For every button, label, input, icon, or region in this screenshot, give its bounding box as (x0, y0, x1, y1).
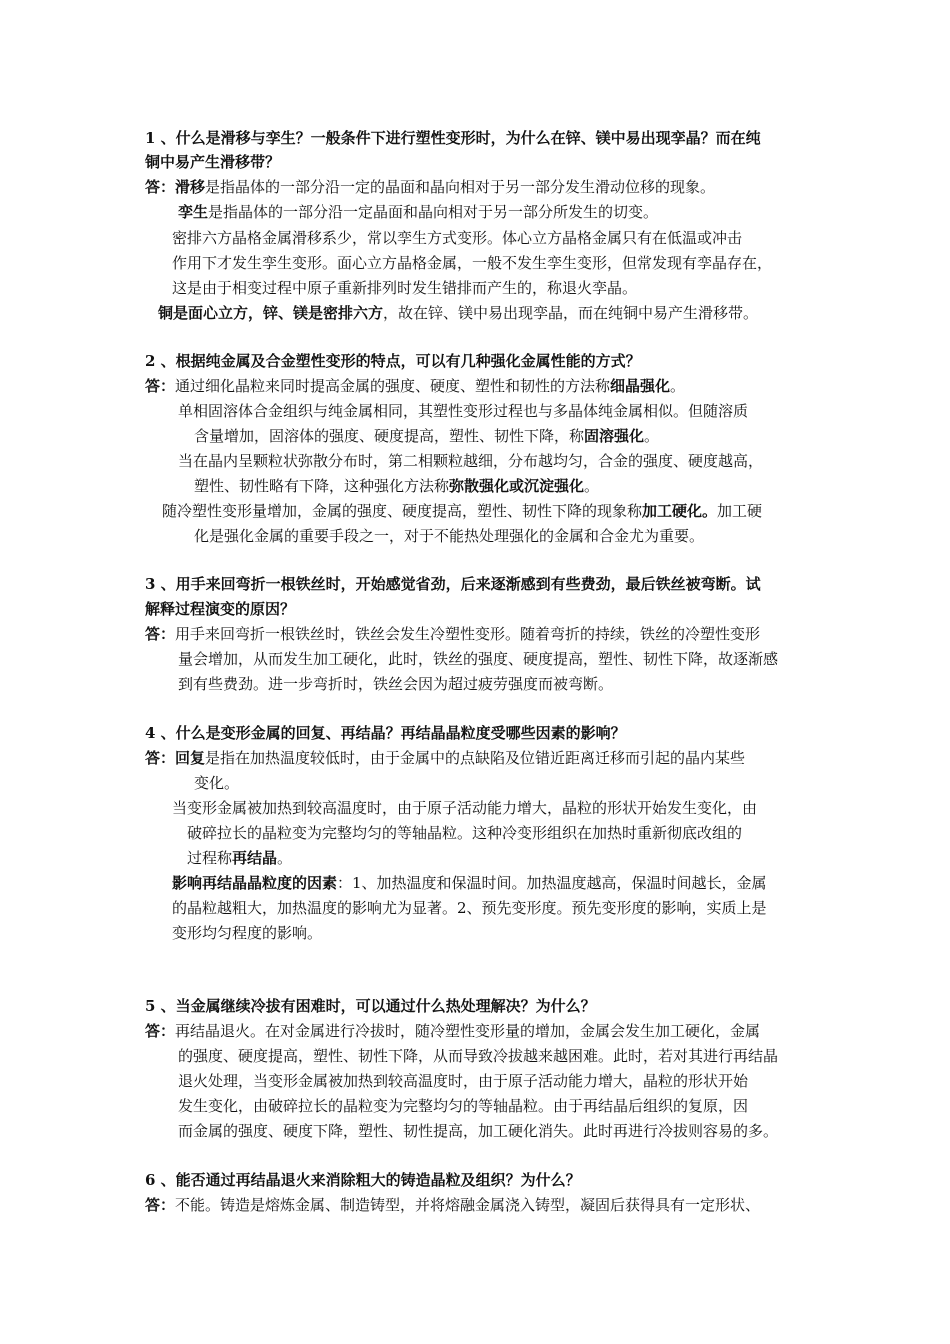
q6-answer-line1 (145, 1194, 760, 1216)
twin-definition: 是指晶体的一部分沿一定晶面和晶向相对于另一部分所发生的切变。 (208, 203, 659, 221)
q4-p2-line1: 当变形金属被加热到较高温度时，由于原子活动能力增大，晶粒的形状开始发生变化，由 (172, 799, 758, 817)
punct: 。 (584, 477, 600, 495)
q2-p4-line2: 化是强化金属的重要手段之一，对于不能热处理强化的金属和合金尤为重要。 (194, 527, 705, 545)
q5-text: 再结晶退火。在对金属进行冷拔时，随冷塑性变形量的增加，金属会发生加工硬化，金属 (175, 1022, 761, 1040)
q1-p4 (158, 302, 758, 324)
answer-label: 答： (145, 178, 176, 196)
q4-p3-line2: 的晶粒越粗大，加热温度的影响尤为显著。2、预先变形度。预先变形度的影响，实质上是 (172, 899, 767, 917)
answer-label: 答： (145, 1022, 176, 1040)
term-work-hardening: 加工硬化。 (642, 502, 718, 520)
q2-p4-end: 加工硬 (717, 502, 763, 520)
term-recrystallization: 再结晶 (232, 849, 278, 867)
q1-title-line1: 1 、什么是滑移与孪生？一般条件下进行塑性变形时，为什么在锌、镁中易出现孪晶？而在纯 (145, 129, 761, 147)
q5-answer-line1 (145, 1020, 760, 1042)
answer-label: 答： (145, 377, 176, 395)
punct: 。 (644, 427, 660, 445)
q4-p2-line2: 破碎拉长的晶粒变为完整均匀的等轴晶粒。这种冷变形组织在加热时重新彻底改组的 (187, 824, 743, 842)
q2-p4-line1 (162, 500, 762, 522)
q6-text: 不能。铸造是熔炼金属、制造铸型，并将熔融金属浇入铸型，凝固后获得具有一定形状、 (175, 1196, 761, 1214)
q4-p3-line1 (172, 872, 767, 894)
q5-answer-line3: 退火处理，当变形金属被加热到较高温度时，由于原子活动能力增大，晶粒的形状开始 (178, 1072, 749, 1090)
q1-p4-rest: ，故在锌、镁中易出现孪晶，而在纯铜中易产生滑移带。 (383, 304, 759, 322)
q1-title-line2: 铜中易产生滑移带？ (145, 153, 281, 171)
q2-p3-text: 塑性、韧性略有下降，这种强化方法称 (194, 477, 450, 495)
slip-definition: 是指晶体的一部分沿一定的晶面和晶向相对于另一部分发生滑动位移的现象。 (205, 178, 716, 196)
q2-p2-text: 含量增加，固溶体的强度、硬度提高，塑性、韧性下降，称 (194, 427, 585, 445)
q4-recovery-def: 是指在加热温度较低时，由于金属中的点缺陷及位错近距离迁移而引起的晶内某些 (205, 749, 746, 767)
q4-p2-text: 过程称 (187, 849, 233, 867)
q3-answer-line3: 到有些费劲。进一步弯折时，铁丝会因为超过疲劳强度而被弯断。 (178, 675, 614, 693)
term-solid-solution: 固溶强化 (584, 427, 645, 445)
q5-answer-line2: 的强度、硬度提高，塑性、韧性下降，从而导致冷拔越来越困难。此时，若对其进行再结晶 (178, 1047, 779, 1065)
q3-title-line2: 解释过程演变的原因？ (145, 600, 296, 618)
q1-answer-line1 (145, 176, 715, 198)
answer-label: 答： (145, 749, 176, 767)
q5-title: 5 、当金属继续冷拔有困难时，可以通过什么热处理解决？为什么？ (145, 997, 596, 1015)
term-twin: 孪生 (178, 203, 209, 221)
term-slip: 滑移 (175, 178, 206, 196)
q2-p2-line1: 单相固溶体合金组织与纯金属相同，其塑性变形过程也与多晶体纯金属相似。但随溶质 (178, 402, 749, 420)
answer-label: 答： (145, 1196, 176, 1214)
q2-p2-line2 (194, 425, 659, 447)
q2-p3-line2 (194, 475, 599, 497)
q2-title: 2 、根据纯金属及合金塑性变形的特点，可以有几种强化金属性能的方式？ (145, 352, 641, 370)
q1-p3-line1: 密排六方晶格金属滑移系少，常以孪生方式变形。体心立方晶格金属只有在低温或冲击 (172, 229, 743, 247)
q1-p3-line3: 这是由于相变过程中原子重新排列时发生错排而产生的，称退火孪晶。 (172, 279, 638, 297)
q4-p3-line3: 变形均匀程度的影响。 (172, 924, 323, 942)
q4-answer-line1 (145, 747, 745, 769)
q3-text: 用手来回弯折一根铁丝时，铁丝会发生冷塑性变形。随着弯折的持续，铁丝的冷塑性变形 (175, 625, 761, 643)
q5-answer-line4: 发生变化，由破碎拉长的晶粒变为完整均匀的等轴晶粒。由于再结晶后组织的复原，因 (178, 1097, 749, 1115)
q2-answer-line1 (145, 375, 685, 397)
q2-p3-line1: 当在晶内呈颗粒状弥散分布时，第二相颗粒越细，分布越均匀，合金的强度、硬度越高， (178, 452, 764, 470)
q2-p1-text: 通过细化晶粒来同时提高金属的强度、硬度、塑性和韧性的方法称 (175, 377, 611, 395)
term-grain-refinement: 细晶强化 (610, 377, 671, 395)
q1-p4-bold: 铜是面心立方，锌、镁是密排六方 (158, 304, 384, 322)
q4-p3-bold: 影响再结晶晶粒度的因素 (172, 874, 338, 892)
q3-answer-line2: 量会增加，从而发生加工硬化，此时，铁丝的强度、硬度提高，塑性、韧性下降，故逐渐感 (178, 650, 779, 668)
q4-p3-rest: ：1、加热温度和保温时间。加热温度越高，保温时间越长，金属 (337, 874, 767, 892)
term-recovery: 回复 (175, 749, 206, 767)
q6-title: 6 、能否通过再结晶退火来消除粗大的铸造晶粒及组织？为什么？ (145, 1171, 581, 1189)
q3-answer-line1 (145, 623, 760, 645)
q4-answer-line2: 变化。 (194, 774, 240, 792)
q4-title: 4 、什么是变形金属的回复、再结晶？再结晶晶粒度受哪些因素的影响？ (145, 724, 626, 742)
q1-p3-line2: 作用下才发生孪生变形。面心立方晶格金属，一般不发生孪生变形，但常发现有孪晶存在， (172, 254, 773, 272)
term-dispersion: 弥散强化或沉淀强化 (449, 477, 585, 495)
q5-answer-line5: 而金属的强度、硬度下降，塑性、韧性提高，加工硬化消失。此时再进行冷拔则容易的多。 (178, 1122, 779, 1140)
punct: 。 (670, 377, 686, 395)
punct: 。 (277, 849, 293, 867)
q3-title-line1: 3 、用手来回弯折一根铁丝时，开始感觉省劲，后来逐渐感到有些费劲，最后铁丝被弯断。试 (145, 575, 761, 593)
answer-label: 答： (145, 625, 176, 643)
q2-p4-text: 随冷塑性变形量增加，金属的强度、硬度提高，塑性、韧性下降的现象称 (162, 502, 643, 520)
q4-p2-line3 (187, 847, 292, 869)
q1-answer-line2 (178, 201, 658, 223)
